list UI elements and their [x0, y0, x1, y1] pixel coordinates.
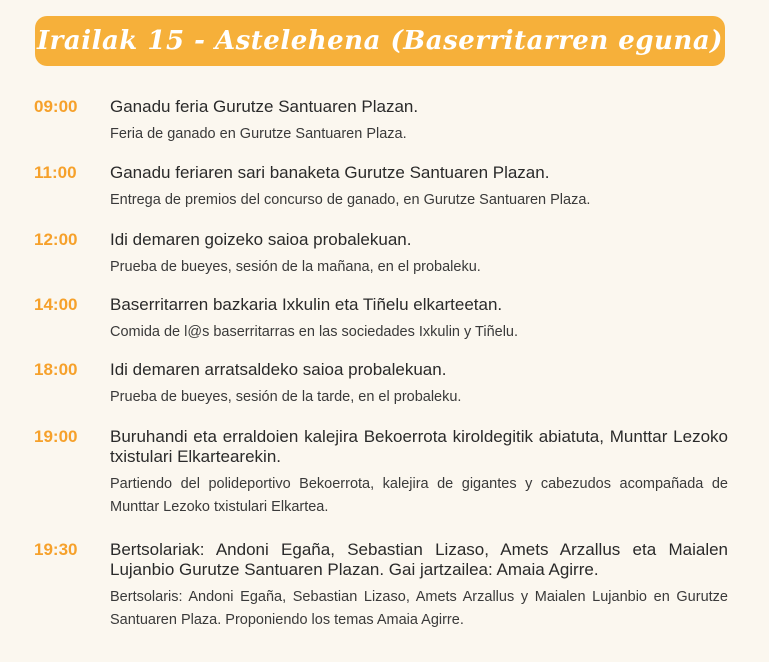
event-description-spanish: Prueba de bueyes, sesión de la mañana, en el probaleku.: [110, 259, 481, 275]
event-description-basque: Ganadu feria Gurutze Santuaren Plazan.: [110, 97, 419, 116]
page-title: Irailak 15 - Astelehena (Baserritarren eguna): [37, 26, 723, 56]
event-time: 14:00: [34, 295, 78, 314]
event-description-spanish: Comida de l@s baserritarras en las sociedades Ixkulin y Tiñelu.: [110, 324, 519, 340]
event-description-spanish: Entrega de premios del concurso de ganado, en Gurutze Santuaren Plaza.: [110, 192, 591, 208]
event-description-basque: Baserritarren bazkaria Ixkulin eta Tiñelu elkarteetan.: [110, 295, 503, 314]
event-description-spanish: Prueba de bueyes, sesión de la tarde, en el probaleku.: [110, 389, 462, 405]
event-description-spanish: Bertsolaris: Andoni Egaña, Sebastian Lizaso, Amets Arzallus y Maialen Lujanbio en Gurutze Santuaren Plaza. Proponiendo los temas Amaia Agirre.: [110, 589, 728, 628]
event-description-basque: Bertsolariak: Andoni Egaña, Sebastian Lizaso, Amets Arzallus eta Maialen Lujanbio Gurutze Santuaren Plazan. Gai jartzailea: Amaia Agirre.: [110, 540, 728, 579]
event-description-spanish: Partiendo del polideportivo Bekoerrota, kalejira de gigantes y cabezudos acompañada de Munttar Lezoko txistulari Elkartea.: [110, 476, 728, 515]
event-time: 11:00: [34, 163, 77, 182]
event-description-spanish: Feria de ganado en Gurutze Santuaren Plaza.: [110, 126, 407, 142]
event-time: 12:00: [34, 230, 78, 249]
event-description-basque: Idi demaren arratsaldeko saioa probalekuan.: [110, 360, 447, 379]
event-time: 18:00: [34, 360, 78, 379]
event-description-basque: Buruhandi eta erraldoien kalejira Bekoerrota kiroldegitik abiatuta, Munttar Lezoko txistulari Elkartearekin.: [110, 427, 728, 466]
event-description-basque: Ganadu feriaren sari banaketa Gurutze Santuaren Plazan.: [110, 163, 550, 182]
event-time: 09:00: [34, 97, 78, 116]
event-time: 19:30: [34, 540, 78, 559]
event-time: 19:00: [34, 427, 78, 446]
event-description-basque: Idi demaren goizeko saioa probalekuan.: [110, 230, 412, 249]
